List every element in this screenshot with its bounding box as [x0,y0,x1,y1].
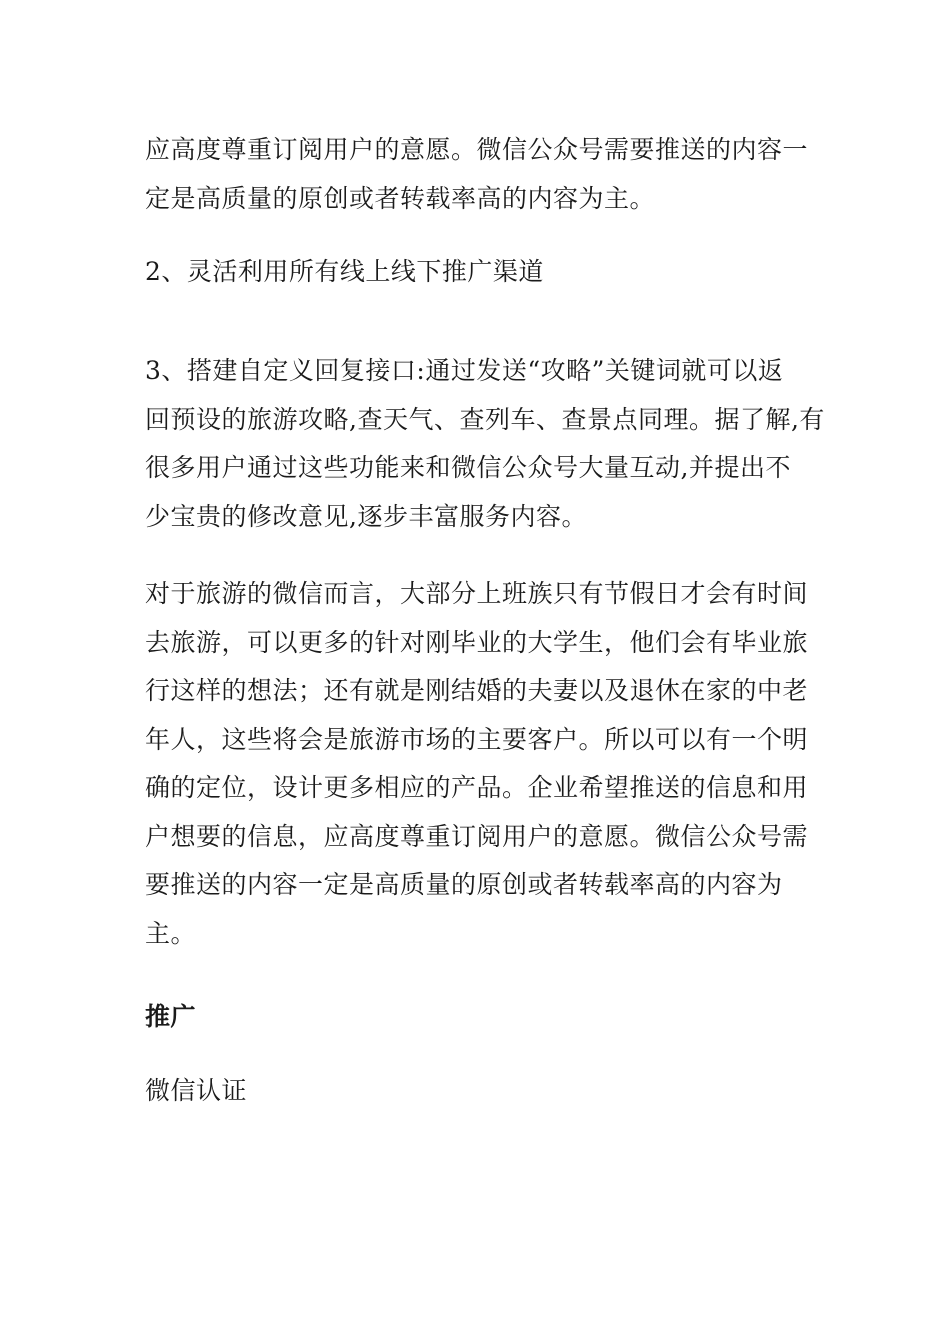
text-line: 2、灵活利用所有线上线下推广渠道 [145,257,544,286]
text-line: 少宝贵的修改意见,逐步丰富服务内容。 [145,501,587,531]
text-line: 对于旅游的微信而言，大部分上班族只有节假日才会有时间 [145,579,809,608]
paragraph-point-2 [145,248,810,297]
text-line: 很多用户通过这些功能来和微信公众号大量互动,并提出不 [145,453,791,482]
paragraph-wechat-verification [145,1067,810,1116]
text-line: 微信认证 [145,1076,248,1105]
text-line: 应高度尊重订阅用户的意愿。微信公众号需要推送的内容一 [145,135,809,164]
paragraph-point-3 [145,347,825,541]
text-line: 定是高质量的原创或者转载率高的内容为主。 [145,183,656,213]
text-line: 3、搭建自定义回复接口:通过发送“攻略”关键词就可以返 [145,356,784,385]
paragraph-content-quality [145,126,810,223]
text-line: 去旅游，可以更多的针对刚毕业的大学生，他们会有毕业旅 [145,627,809,657]
heading-text: 推广 [145,1002,197,1031]
text-line: 确的定位，设计更多相应的产品。企业希望推送的信息和用 [145,773,809,802]
paragraph-tourism-wechat [145,570,810,958]
text-line: 主。 [145,918,197,948]
text-line: 要推送的内容一定是高质量的原创或者转载率高的内容为 [145,870,783,899]
text-line: 年人，这些将会是旅游市场的主要客户。所以可以有一个明 [145,724,809,754]
section-heading-promotion [145,993,810,1042]
text-line: 回预设的旅游攻略,查天气、查列车、查景点同理。据了解,有 [145,404,825,434]
text-line: 户想要的信息，应高度尊重订阅用户的意愿。微信公众号需 [145,821,809,851]
text-line: 行这样的想法；还有就是刚结婚的夫妻以及退休在家的中老 [145,676,809,705]
